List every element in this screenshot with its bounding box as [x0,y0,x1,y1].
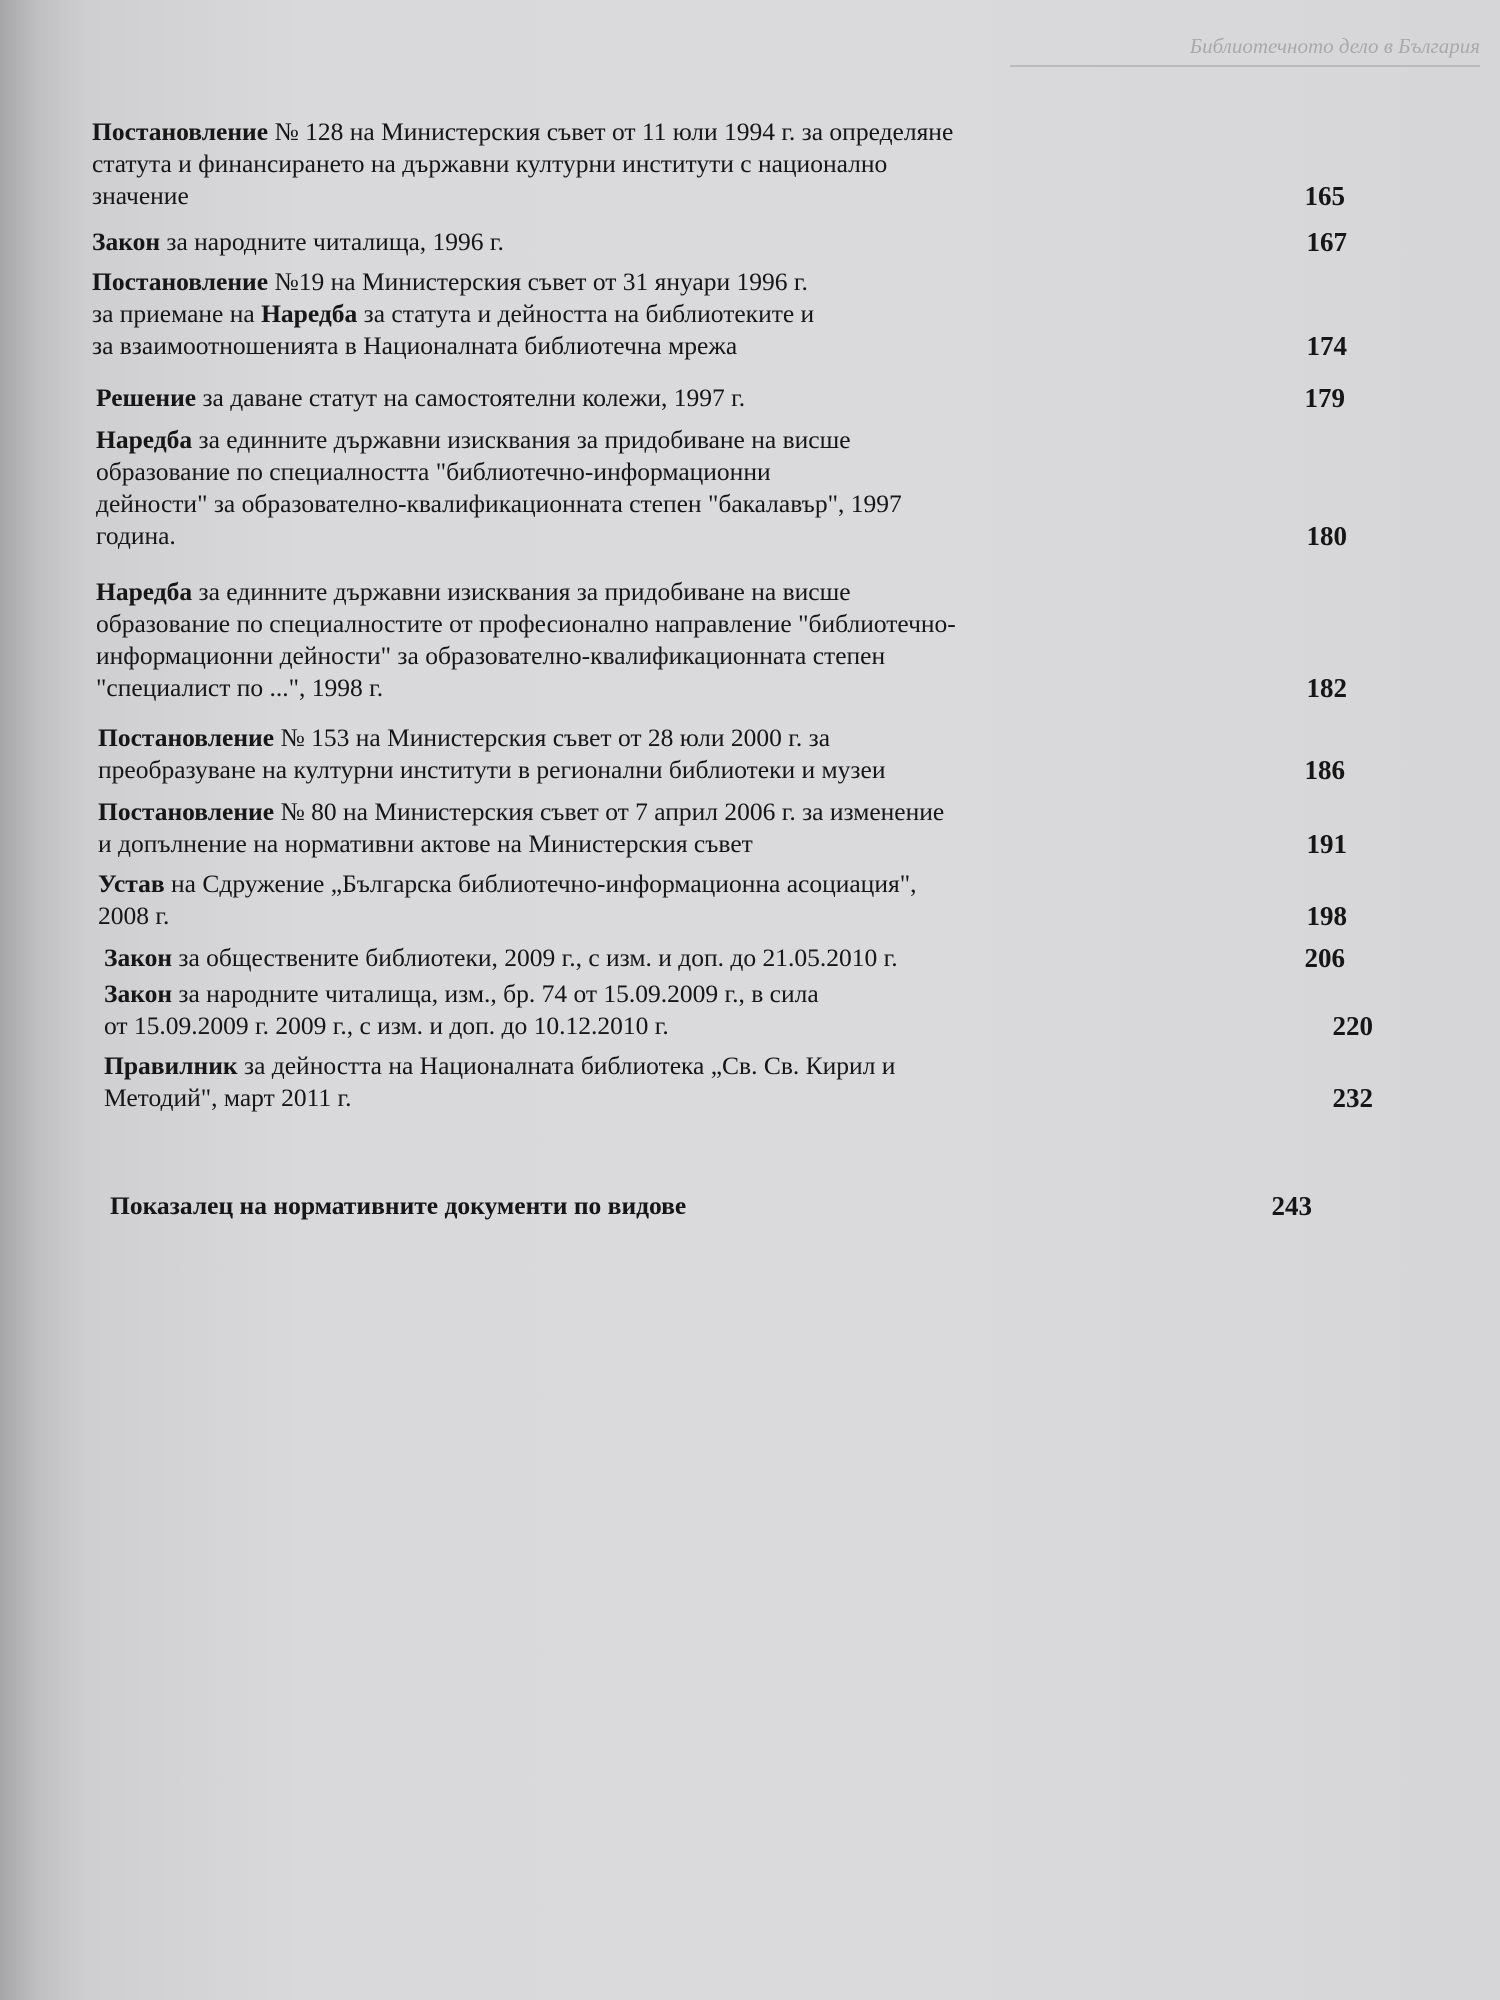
document-type-label: Постановление [92,267,269,296]
toc-entry-text: Методий", март 2011 г. [104,1083,352,1112]
toc-entry-line [92,226,504,258]
toc-entry-line [92,180,953,212]
toc-page-number: 165 [1304,181,1345,211]
toc-entry-title [96,576,956,704]
toc-page-number: 220 [1332,1011,1373,1041]
document-type-label: Наредба [96,577,193,606]
toc-page-number: 174 [1306,331,1347,361]
toc-entry-title [98,868,917,932]
toc-entry-line [96,424,902,456]
toc-entry-text: "специалист по ...", 1998 г. [96,673,384,702]
toc-entry-text: за народните читалища, изм., бр. 74 от 15.09.2009 г., в сила [172,979,819,1008]
toc-entry-text: статута и финансирането на държавни културни институти с национално [92,149,888,178]
toc-entry-line [104,978,819,1010]
toc-entry-title [96,382,745,414]
toc-entry-line [96,640,956,672]
toc-page-number: 243 [1271,1191,1312,1221]
toc-entry-text: №19 на Министерския съвет от 31 януари 1996 г. [268,267,808,296]
document-type-label: Постановление [98,797,275,826]
toc-entry-line [92,148,953,180]
page-gutter-shadow [0,0,70,2000]
toc-entry-line [96,672,956,704]
toc-entry-line [98,900,917,932]
toc-page-number: 186 [1304,755,1345,785]
toc-entry-line [96,456,902,488]
toc-entry-line [98,796,944,828]
toc-entry-line [92,298,814,330]
toc-entry-text: на Сдружение „Българска библиотечно-информационна асоциация", [164,869,917,898]
toc-entry-text: за народните читалища, 1996 г. [160,227,504,256]
toc-entry-title [104,942,898,974]
toc-entry-text: дейности" за образователно-квалификационната степен "бакалавър", 1997 [96,489,902,518]
toc-entry-title [92,116,953,212]
toc-entry-line [104,1010,819,1042]
toc-entry-line [104,1082,895,1114]
toc-entry-text: година. [96,521,176,550]
toc-page-number: 167 [1306,227,1347,257]
toc-entry-line [96,576,956,608]
toc-entry-text: за единните държавни изисквания за придобиване на висше [192,577,851,606]
toc-entry-text: за статута и дейността на библиотеките и [357,299,815,328]
document-type-label: Правилник [104,1051,238,1080]
document-type-label: Решение [96,383,197,412]
toc-entry-text: преобразуване на културни институти в регионални библиотеки и музеи [98,755,886,784]
toc-entry-text: за единните държавни изисквания за придобиване на висше [192,425,851,454]
toc-entry-title [98,722,885,786]
toc-entry-text: образование по специалностите от професионално направление "библиотечно- [96,609,956,638]
running-head: Библиотечното дело в България [1010,34,1480,67]
toc-page-number: 232 [1332,1083,1373,1113]
toc-entry-line [92,330,814,362]
toc-page-number: 179 [1304,383,1345,413]
toc-entry-text: значение [92,181,189,210]
toc-entry-title [98,796,944,860]
toc-entry-title [104,978,819,1042]
toc-page-number: 182 [1306,673,1347,703]
document-type-label: Закон [92,227,161,256]
toc-entry-line [98,722,885,754]
toc-entry-text: № 128 на Министерския съвет от 11 юли 1994 г. за определяне [268,117,954,146]
toc-entry-line [92,266,814,298]
toc-entry-text: за приемане на [92,299,262,328]
toc-entry-text: № 80 на Министерския съвет от 7 април 2006 г. за изменение [274,797,945,826]
toc-page-number: 180 [1306,521,1347,551]
document-type-label: Постановление [92,117,269,146]
toc-entry-text: за даване статут на самостоятелни колежи, 1997 г. [196,383,746,412]
toc-entry-line [96,608,956,640]
toc-entry-line [96,488,902,520]
toc-entry-text: образование по специалността "библиотечно-информационни [96,457,771,486]
toc-page-number: 198 [1306,901,1347,931]
document-type-label: Наредба [261,299,358,328]
toc-entry-text: за взаимоотношенията в Националната библиотечна мрежа [92,331,738,360]
toc-entry-line [96,520,902,552]
toc-entry-line [98,754,885,786]
toc-page-number: 206 [1304,943,1345,973]
toc-entry-title [92,266,814,362]
toc-entry-text: и допълнение на нормативни актове на Министерския съвет [98,829,753,858]
document-type-label: Закон [104,979,173,1008]
toc-entry-title [92,226,504,258]
toc-index-entry[interactable] [110,1190,686,1222]
toc-entry-line [98,828,944,860]
toc-entry-title [104,1050,895,1114]
document-type-label: Постановление [98,723,275,752]
toc-entry-text: от 15.09.2009 г. 2009 г., с изм. и доп. до 10.12.2010 г. [104,1011,669,1040]
toc-entry-text: информационни дейности" за образователно-квалификационната степен [96,641,886,670]
toc-entry-line [92,116,953,148]
toc-page-number: 191 [1306,829,1347,859]
document-type-label: Устав [98,869,165,898]
index-entry-label: Показалец на нормативните документи по видове [110,1191,687,1220]
toc-entry-line [96,382,745,414]
toc-entry-text: 2008 г. [98,901,170,930]
toc-entry-title [96,424,902,552]
toc-entry-line [104,942,898,974]
toc-entry-text: № 153 на Министерския съвет от 28 юли 2000 г. за [274,723,831,752]
toc-entry-text: за обществените библиотеки, 2009 г., с изм. и доп. до 21.05.2010 г. [172,943,898,972]
toc-entry-line [104,1050,895,1082]
toc-entry-line [98,868,917,900]
document-type-label: Закон [104,943,173,972]
toc-entry-text: за дейността на Националната библиотека „Св. Св. Кирил и [237,1051,896,1080]
document-type-label: Наредба [96,425,193,454]
